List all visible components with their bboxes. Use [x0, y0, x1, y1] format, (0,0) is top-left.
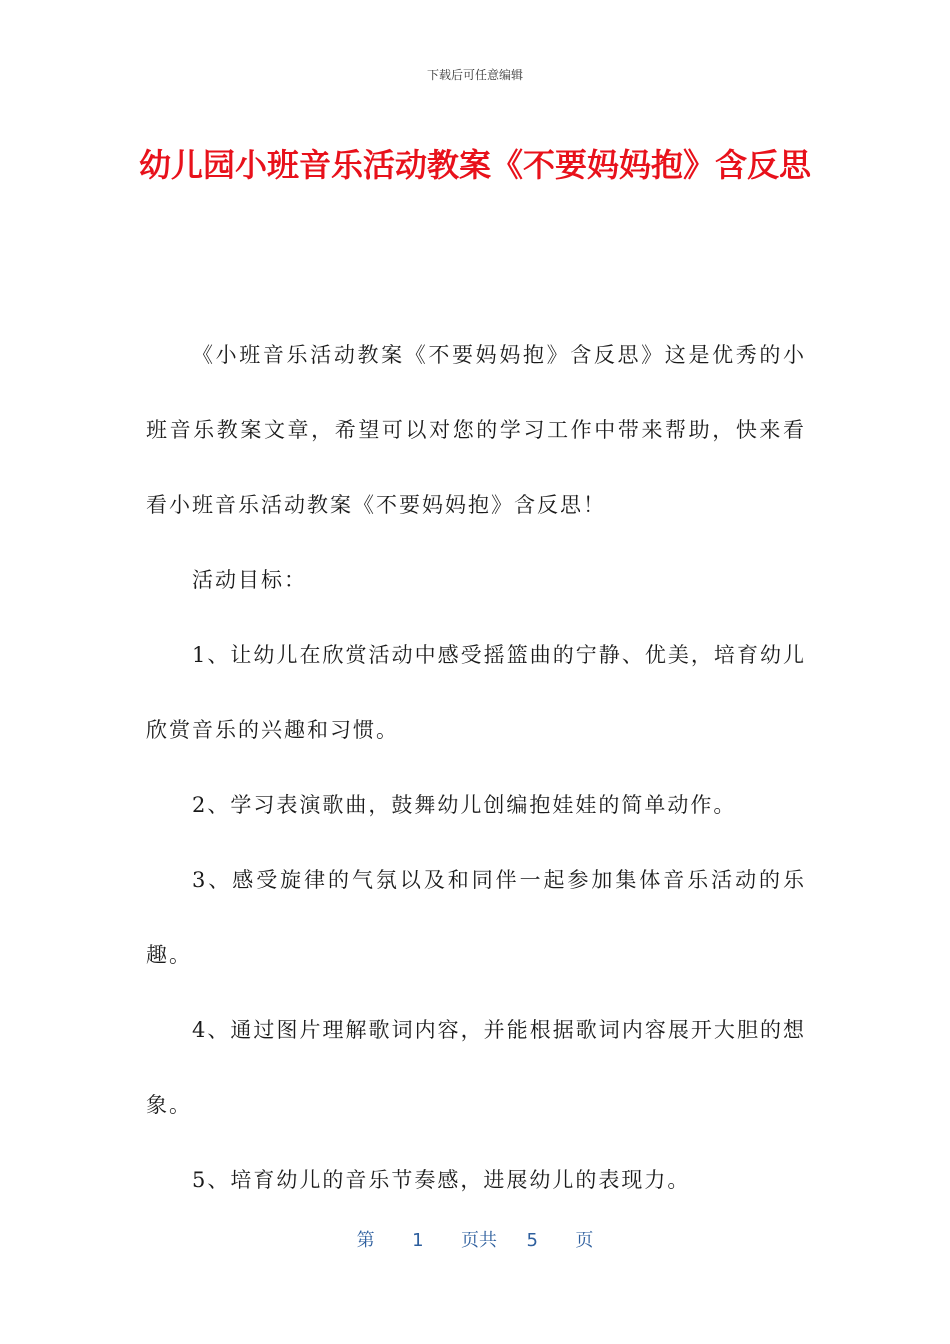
document-body: [146, 318, 806, 1218]
document-title: 幼儿园小班音乐活动教案《不要妈妈抱》含反思: [138, 146, 811, 184]
section-heading-goals: 活动目标：: [192, 568, 307, 592]
page-footer: [0, 1226, 950, 1252]
footer-page-suffix: 页: [575, 1230, 594, 1251]
header-note: 下载后可任意编辑: [426, 68, 523, 82]
goal-item: 4、通过图片理解歌词内容，并能根据歌词内容展开大胆的想象。: [146, 1018, 806, 1117]
footer-page-mid: 页共: [461, 1230, 497, 1251]
footer-page-prefix: 第: [356, 1230, 375, 1251]
goal-item: 2、学习表演歌曲，鼓舞幼儿创编抱娃娃的简单动作。: [192, 793, 737, 817]
goal-item: 3、感受旋律的气氛以及和同伴一起参加集体音乐活动的乐趣。: [146, 868, 806, 967]
goal-item: 1、让幼儿在欣赏活动中感受摇篮曲的宁静、优美，培育幼儿欣赏音乐的兴趣和习惯。: [146, 643, 806, 742]
goal-item: 5、培育幼儿的音乐节奏感，进展幼儿的表现力。: [192, 1168, 691, 1192]
footer-page-total: 5: [526, 1230, 538, 1251]
intro-paragraph: 《小班音乐活动教案《不要妈妈抱》含反思》这是优秀的小班音乐教案文章，希望可以对您的学习工作中带来帮助，快来看看小班音乐活动教案《不要妈妈抱》含反思！: [146, 343, 806, 517]
footer-page-number: 1: [412, 1230, 424, 1251]
